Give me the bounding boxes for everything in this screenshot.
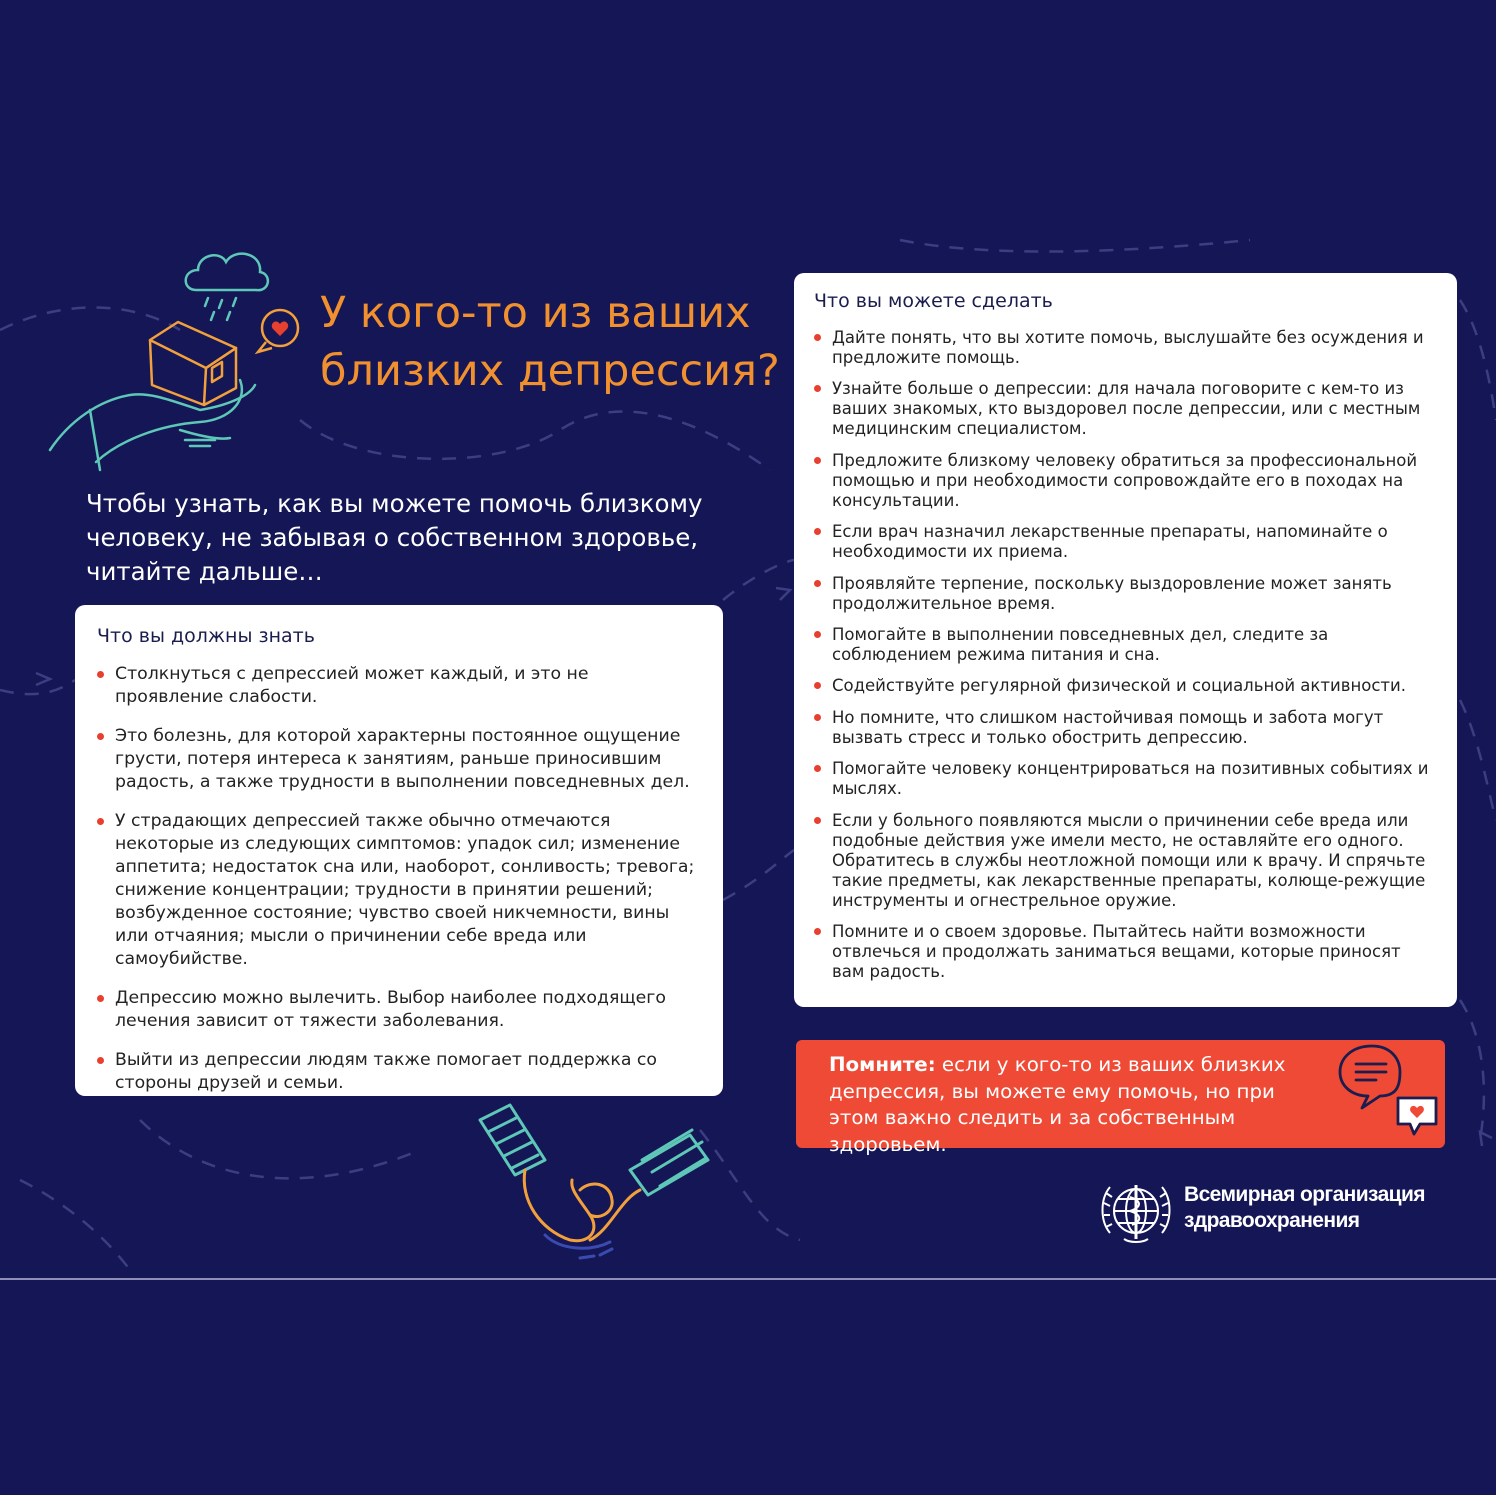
what-you-should-know-card bbox=[75, 605, 723, 1096]
card-heading: Что вы можете сделать bbox=[814, 290, 1053, 312]
intro-text: Чтобы узнать, как вы можете помочь близкому человеку, не забывая о собственном здоровье, читайте дальше… bbox=[86, 489, 703, 586]
know-list bbox=[97, 663, 701, 1095]
list-item: Если у больного появляются мысли о причинении себе вреда или подобные действия уже имели место, не оставляйте его одного. Обратитесь в службы неотложной помощи или к врачу. И спрячьте такие предметы, как лекарственные препараты, колюще-режущие инструменты и огнестрельное оружие. bbox=[814, 811, 1435, 911]
list-item: Помните и о своем здоровье. Пытайтесь найти возможности отвлечься и продолжать заниматься вещами, которые приносят вам радость. bbox=[814, 922, 1435, 982]
card-heading: Что вы должны знать bbox=[97, 625, 315, 647]
cloud-icon bbox=[186, 254, 268, 320]
list-item: Столкнуться с депрессией может каждый, и это не проявление слабости. bbox=[97, 663, 701, 709]
bottom-divider bbox=[0, 1278, 1496, 1280]
list-item: Это болезнь, для которой характерны постоянное ощущение грусти, потеря интереса к занятиям, раньше приносившим радость, а также трудности в выполнении повседневных дел. bbox=[97, 725, 701, 794]
what-you-can-do-card bbox=[794, 273, 1457, 1007]
list-item: Помогайте человеку концентрироваться на позитивных событиях и мыслях. bbox=[814, 759, 1435, 799]
reminder-text: если у кого-то из ваших близких депрессия, вы можете ему помочь, но при этом важно следить и за собственным здоровьем. bbox=[829, 1053, 1286, 1156]
list-item: Содействуйте регулярной физической и социальной активности. bbox=[814, 676, 1435, 696]
list-item: Помогайте в выполнении повседневных дел, следите за соблюдением режима питания и сна. bbox=[814, 625, 1435, 665]
do-list bbox=[814, 328, 1435, 982]
list-item: Выйти из депрессии людям также помогает поддержка со стороны друзей и семьи. bbox=[97, 1049, 701, 1095]
list-item: Если врач назначил лекарственные препараты, напоминайте о необходимости их приема. bbox=[814, 522, 1435, 562]
org-name-line-2: здравоохранения bbox=[1184, 1209, 1360, 1232]
page-title: У кого-то из ваших близких депрессия? bbox=[320, 288, 780, 396]
list-item: У страдающих депрессией также обычно отмечаются некоторые из следующих симптомов: упадок сил; изменение аппетита; недостаток сна или, наоборот, сонливость; тревога; снижение концентрации; трудности в принятии решений; возбужденное состояние; чувство своей никчемности, вины или отчаяния; мысли о причинении себе вреда или самоубийстве. bbox=[97, 810, 701, 971]
list-item: Узнайте больше о депрессии: для начала поговорите с кем-то из ваших знакомых, кто выздоровел после депрессии, или с местным медицинским специалистом. bbox=[814, 379, 1435, 439]
list-item: Предложите близкому человеку обратиться за профессиональной помощью и при необходимости сопровождайте его в походах на консультации. bbox=[814, 451, 1435, 511]
reminder-label: Помните: bbox=[829, 1053, 936, 1076]
reminder-box bbox=[796, 1040, 1445, 1156]
org-name-line-1: Всемирная организация bbox=[1184, 1183, 1425, 1206]
house-in-hand-icon bbox=[0, 0, 320, 500]
list-item: Депрессию можно вылечить. Выбор наиболее подходящего лечения зависит от тяжести заболевания. bbox=[97, 987, 701, 1033]
list-item: Но помните, что слишком настойчивая помощь и забота могут вызвать стресс и только обострить депрессию. bbox=[814, 708, 1435, 748]
who-emblem bbox=[1096, 1175, 1176, 1247]
org-name bbox=[1184, 1182, 1464, 1234]
heart-chat-icon bbox=[258, 310, 298, 352]
list-item: Дайте понять, что вы хотите помочь, выслушайте без осуждения и предложите помощь. bbox=[814, 328, 1435, 368]
list-item: Проявляйте терпение, поскольку выздоровление может занять продолжительное время. bbox=[814, 574, 1435, 614]
